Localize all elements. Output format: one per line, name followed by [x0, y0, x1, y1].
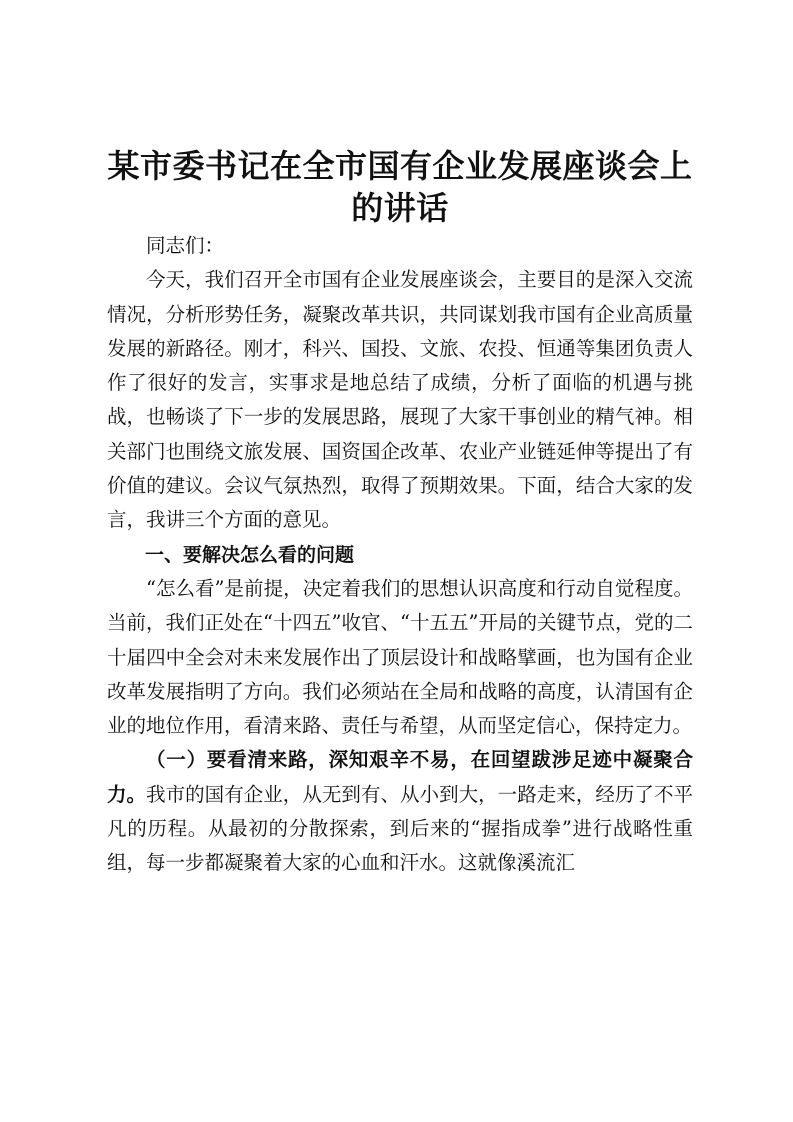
subsection-1-text: 我市的国有企业，从无到有、从小到大，一路走来，经历了不平凡的历程。从最初的分散探索，到后来的“握指成拳”进行战略性重组，每一步都凝聚着大家的心血和汗水。这就像溪流汇 — [107, 782, 693, 875]
section-1-paragraph: “怎么看”是前提，决定着我们的思想认识高度和行动自觉程度。当前，我们正处在“十四五”收官、“十五五”开局的关键节点，党的二十届四中全会对未来发展作出了顶层设计和战略擘画，也为国有企业改革发展指明了方向。我们必须站在全局和战略的高度，认清国有企业的地位作用，看清来路、责任与希望，从而坚定信心，保持定力。 — [107, 576, 693, 738]
document-title: 某市委书记在全市国有企业发展座谈会上的讲话 — [107, 147, 693, 227]
subsection-1-paragraph — [107, 743, 693, 880]
intro-paragraph: 今天，我们召开全市国有企业发展座谈会，主要目的是深入交流情况，分析形势任务，凝聚改革共识，共同谋划我市国有企业高质量发展的新路径。刚才，科兴、国投、文旅、农投、恒通等集团负责人作了很好的发言，实事求是地总结了成绩，分析了面临的机遇与挑战，也畅谈了下一步的发展思路，展现了大家干事创业的精气神。相关部门也围绕文旅发展、国资国企改革、农业产业链延伸等提出了有价值的建议。会议气氛热烈，取得了预期效果。下面，结合大家的发言，我讲三个方面的意见。 — [107, 268, 693, 532]
section-heading-1: 一、要解决怎么看的问题 — [145, 543, 355, 566]
subsection-1-lead: （一）要看清来路，深知艰辛不易，在回望跋涉足迹中凝聚合力。 — [107, 748, 693, 806]
salutation: 同志们： — [146, 234, 225, 257]
document-body — [107, 229, 693, 881]
